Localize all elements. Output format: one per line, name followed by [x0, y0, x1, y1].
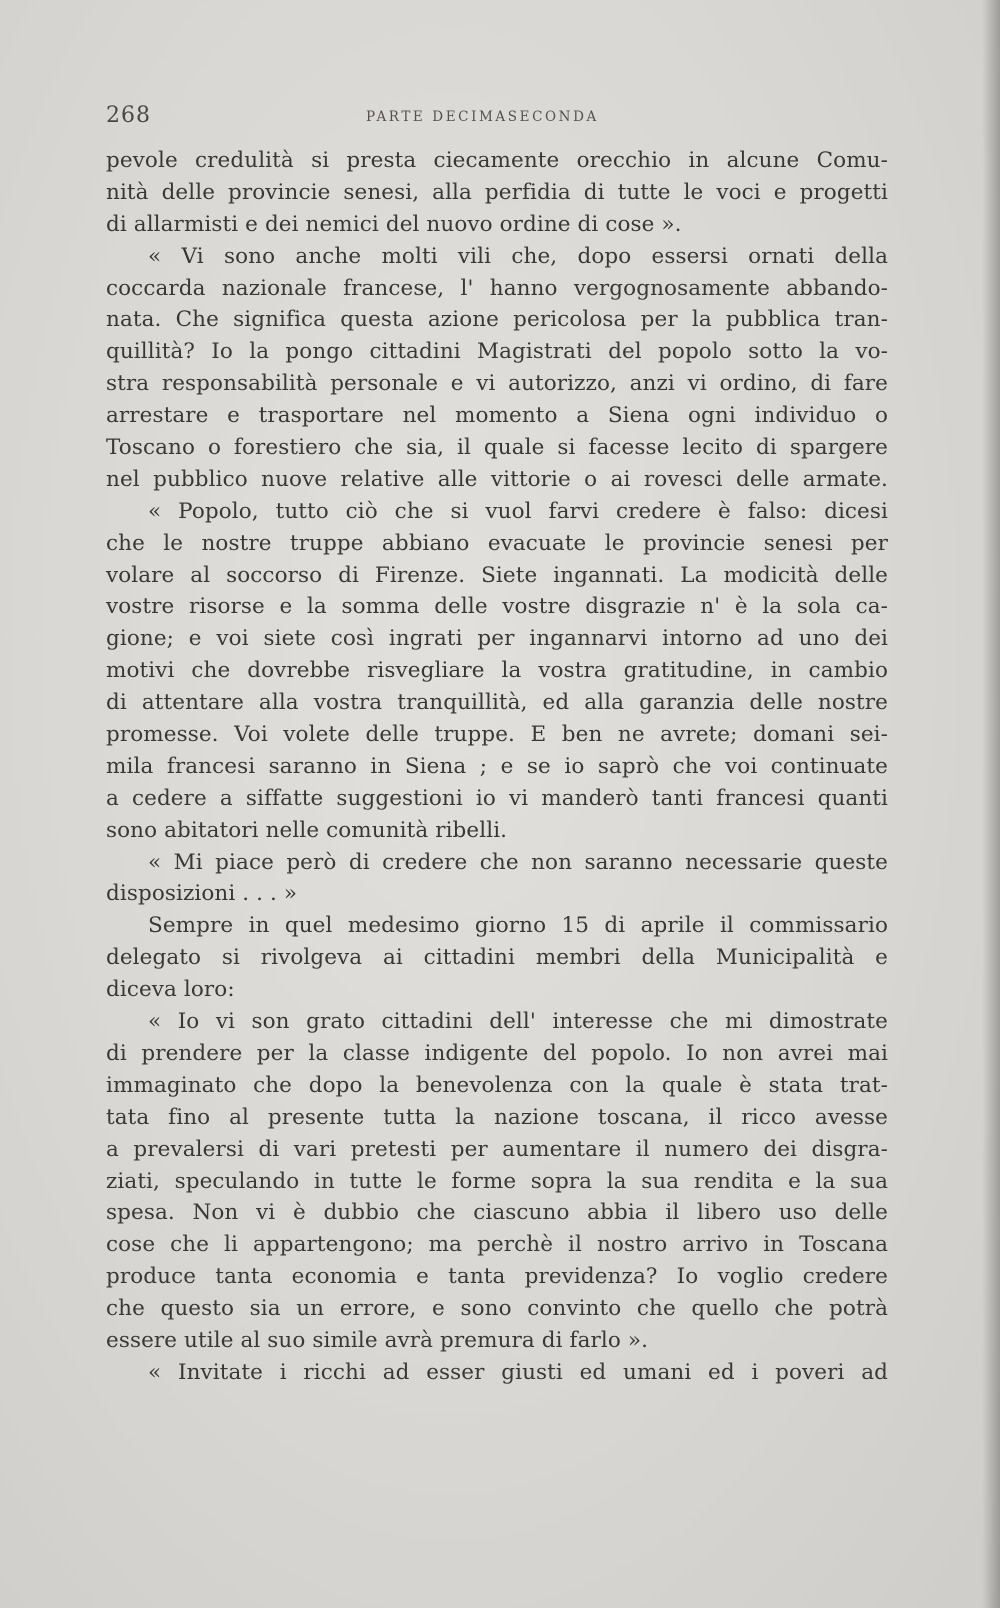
text-line: cose che li appartengono; ma perchè il nostro arrivo in Toscana	[106, 1232, 888, 1258]
text-line: volare al soccorso di Firenze. Siete ingannati. La modicità delle	[106, 562, 888, 588]
text-line: Toscano o forestiero che sia, il quale si facesse lecito di spargere	[106, 435, 888, 461]
text-line: di prendere per la classe indigente del popolo. Io non avrei mai	[106, 1040, 888, 1066]
text-line: di attentare alla vostra tranquillità, ed alla garanzia delle nostre	[106, 690, 888, 716]
text-line: stra responsabilità personale e vi autorizzo, anzi vi ordino, di fare	[106, 371, 888, 397]
text-line: disposizioni . . . »	[106, 881, 298, 907]
text-line: produce tanta economia e tanta previdenza? Io voglio credere	[106, 1264, 888, 1290]
text-line: quillità? Io la pongo cittadini Magistrati del popolo sotto la vo-	[106, 339, 888, 365]
text-line: a prevalersi di vari pretesti per aumentare il numero dei disgra-	[106, 1136, 888, 1162]
text-line: tata fino al presente tutta la nazione toscana, il ricco avesse	[106, 1104, 888, 1130]
text-line: sono abitatori nelle comunità ribelli.	[106, 817, 508, 843]
text-line: « Invitate i ricchi ad esser giusti ed umani ed i poveri ad	[148, 1359, 888, 1385]
text-line: Sempre in quel medesimo giorno 15 di aprile il commissario	[148, 913, 888, 939]
text-line: promesse. Voi volete delle truppe. E ben ne avrete; domani sei-	[106, 722, 888, 748]
text-line: nel pubblico nuove relative alle vittorie o ai rovesci delle armate.	[106, 466, 888, 492]
text-line: « Mi piace però di credere che non saranno necessarie queste	[148, 849, 888, 875]
text-line: motivi che dovrebbe risvegliare la vostra gratitudine, in cambio	[106, 658, 888, 684]
text-line: ziati, speculando in tutte le forme sopra la sua rendita e la sua	[106, 1168, 888, 1194]
text-line: di allarmisti e dei nemici del nuovo ordine di cose ».	[106, 211, 682, 237]
text-line: « Popolo, tutto ciò che si vuol farvi credere è falso: dicesi	[148, 498, 888, 524]
text-line: diceva loro:	[106, 977, 235, 1003]
text-line: coccarda nazionale francese, l' hanno vergognosamente abbando-	[106, 275, 888, 301]
text-line: che le nostre truppe abbiano evacuate le provincie senesi per	[106, 530, 888, 556]
running-head: PARTE DECIMASECONDA	[366, 109, 599, 125]
body-text	[106, 145, 888, 1389]
text-line: pevole credulità si presta ciecamente orecchio in alcune Comu-	[106, 148, 888, 173]
page-edge-shadow	[982, 0, 1000, 1608]
text-line: immaginato che dopo la benevolenza con la quale è stata trat-	[106, 1072, 888, 1098]
text-line: « Vi sono anche molti vili che, dopo essersi ornati della	[148, 243, 888, 269]
text-line: gione; e voi siete così ingrati per ingannarvi intorno ad uno dei	[106, 626, 888, 652]
text-line: che questo sia un errore, e sono convinto che quello che potrà	[106, 1296, 888, 1322]
text-line: arrestare e trasportare nel momento a Siena ogni individuo o	[106, 403, 888, 429]
page-header	[106, 103, 888, 133]
page-number: 268	[106, 103, 151, 128]
text-line: vostre risorse e la somma delle vostre disgrazie n' è la sola ca-	[106, 594, 888, 620]
text-line: a cedere a siffatte suggestioni io vi manderò tanti francesi quanti	[106, 785, 888, 811]
text-line: delegato si rivolgeva ai cittadini membri della Municipalità e	[106, 945, 888, 971]
text-line: essere utile al suo simile avrà premura di farlo ».	[106, 1327, 649, 1353]
text-line: nata. Che significa questa azione pericolosa per la pubblica tran-	[106, 307, 888, 333]
text-line: mila francesi saranno in Siena ; e se io saprò che voi continuate	[106, 753, 888, 779]
text-line: « Io vi son grato cittadini dell' interesse che mi dimostrate	[148, 1009, 888, 1035]
text-line: spesa. Non vi è dubbio che ciascuno abbia il libero uso delle	[106, 1200, 888, 1226]
text-line: nità delle provincie senesi, alla perfidia di tutte le voci e progetti	[106, 179, 888, 205]
